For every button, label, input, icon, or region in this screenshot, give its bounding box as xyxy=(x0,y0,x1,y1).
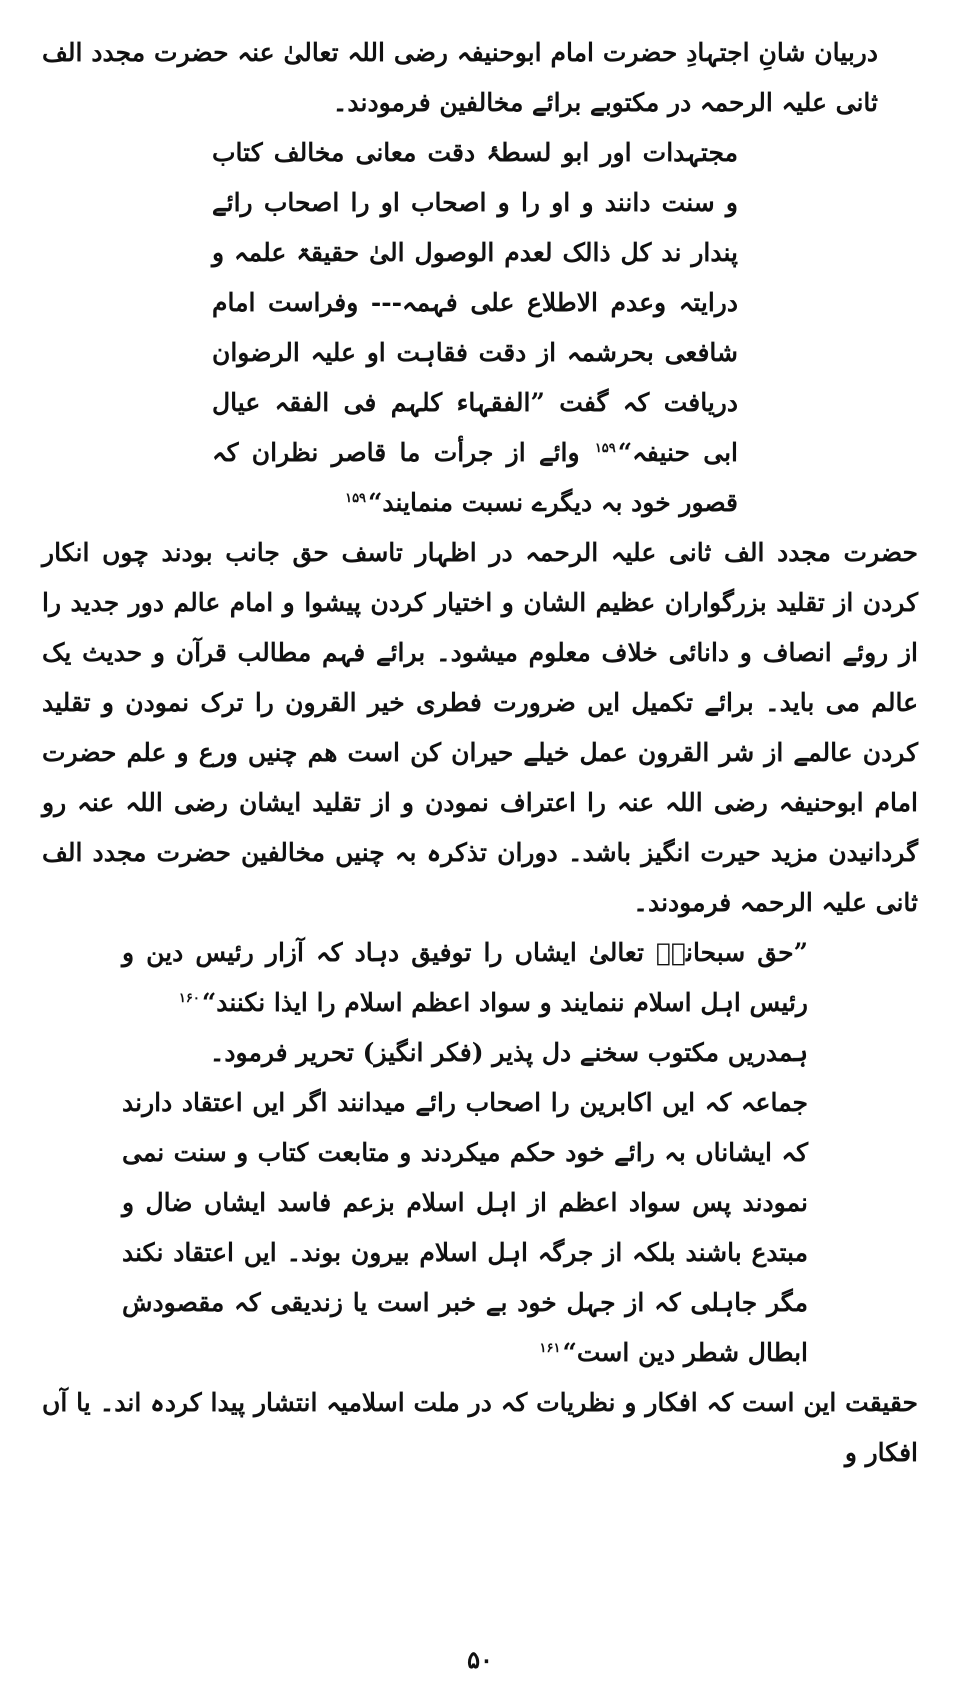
page-number: ۵۰ xyxy=(467,1645,493,1674)
quote-mujaddid-3 xyxy=(122,1078,808,1378)
main-paragraph: حضرت مجدد الف ثانی علیہ الرحمہ در اظہار تاسف حق جانب بودند چوں انکار کردن از تقلید بزرگواران عظیم الشان و اختیار کردن پیشوا و امام عالم دور جدید را از روئے انصاف و دانائی خلاف معلوم میشود۔ برائے فہم مطالب قرآن و حدیث یک عالم می باید۔ برائے تکمیل ایں ضرورت فطری خیر القرون را ترک نمودن و تقلید کردن عالمے از شر القرون عمل خیلے حیران کن است ھم چنیں ورع و علم حضرت امام ابوحنیفہ رضی اللہ عنہ را اعتراف نمودن و از تقلید ایشان رضی اللہ عنہ رو گردانیدن مزید حیرت انگیز باشد۔ دوران تذکرہ بہ چنیں مخالفین حضرت مجدد الف ثانی علیہ الرحمہ فرمودند۔ xyxy=(42,538,918,917)
quote-3-text: جماعہ کہ ایں اکابرین را اصحاب رائے میدانند اگر ایں اعتقاد دارند کہ ایشاناں بہ رائے خود حکم میکردند و متابعت کتاب و سنت نمی نمودند پس سواد اعظم از اہل اسلام بزعم فاسد ایشاں ضال و مبتدع باشند بلکہ از جرگہ اہل اسلام بیرون بوند۔ ایں اعتقاد نکند مگر جاہلی کہ از جہل خود بے خبر است یا زندیقی کہ مقصودش ابطال شطر دین است“ xyxy=(122,1088,808,1367)
closing-paragraph: حقیقت این است کہ افکار و نظریات کہ در ملت اسلامیہ انتشار پیدا کردہ اند۔ یا آں افکار و xyxy=(42,1388,918,1467)
footnote-marker-159b: ۱۵۹ xyxy=(345,490,367,506)
quote-mujaddid-2 xyxy=(122,928,808,1028)
quote-1-text: مجتہدات اور ابو لسطۂ دقت معانی مخالف کتاب و سنت دانند و او را و اصحاب او را اصحاب رائے پندار ند کل ذالک لعدم الوصول الیٰ حقیقۃ علمہ و درایتہ وعدم الاطلاع علی فہمہ--- وفراست امام شافعی بحرشمہ از دقت فقاہت او علیہ الرضوان دریافت کہ گفت ”الفقہاء کلہم فی الفقہ عیال ابی حنیفہ“ xyxy=(212,138,738,467)
intro-paragraph: دربیان شانِ اجتہادِ حضرت امام ابوحنیفہ رضی اللہ تعالیٰ عنہ حضرت مجدد الف ثانی علیہ الرحمہ در مکتوبے برائے مخالفین فرمودند۔ xyxy=(42,38,878,117)
footnote-marker-160: ۱۶۰ xyxy=(178,990,200,1006)
quote-1-tail: وائے از جرأت ما قاصر نظران کہ قصور خود بہ دیگرے نسبت منمایند“ xyxy=(212,438,738,517)
footnote-marker-161: ۱۶۱ xyxy=(539,1340,561,1356)
bridge-sentence: ہمدریں مکتوب سخنے دل پذیر (فکر انگیز) تحریر فرمود۔ xyxy=(209,1038,808,1067)
quote-2-text: ”حق سبحانہٗ تعالیٰ ایشاں را توفیق دہاد کہ آزار رئیس دین و رئیس اہل اسلام ننمایند و سواد اعظم اسلام را ایذا نکنند“ xyxy=(122,938,808,1017)
footnote-marker-159a: ۱۵۹ xyxy=(594,440,616,456)
quote-mujaddid-1 xyxy=(212,128,738,528)
